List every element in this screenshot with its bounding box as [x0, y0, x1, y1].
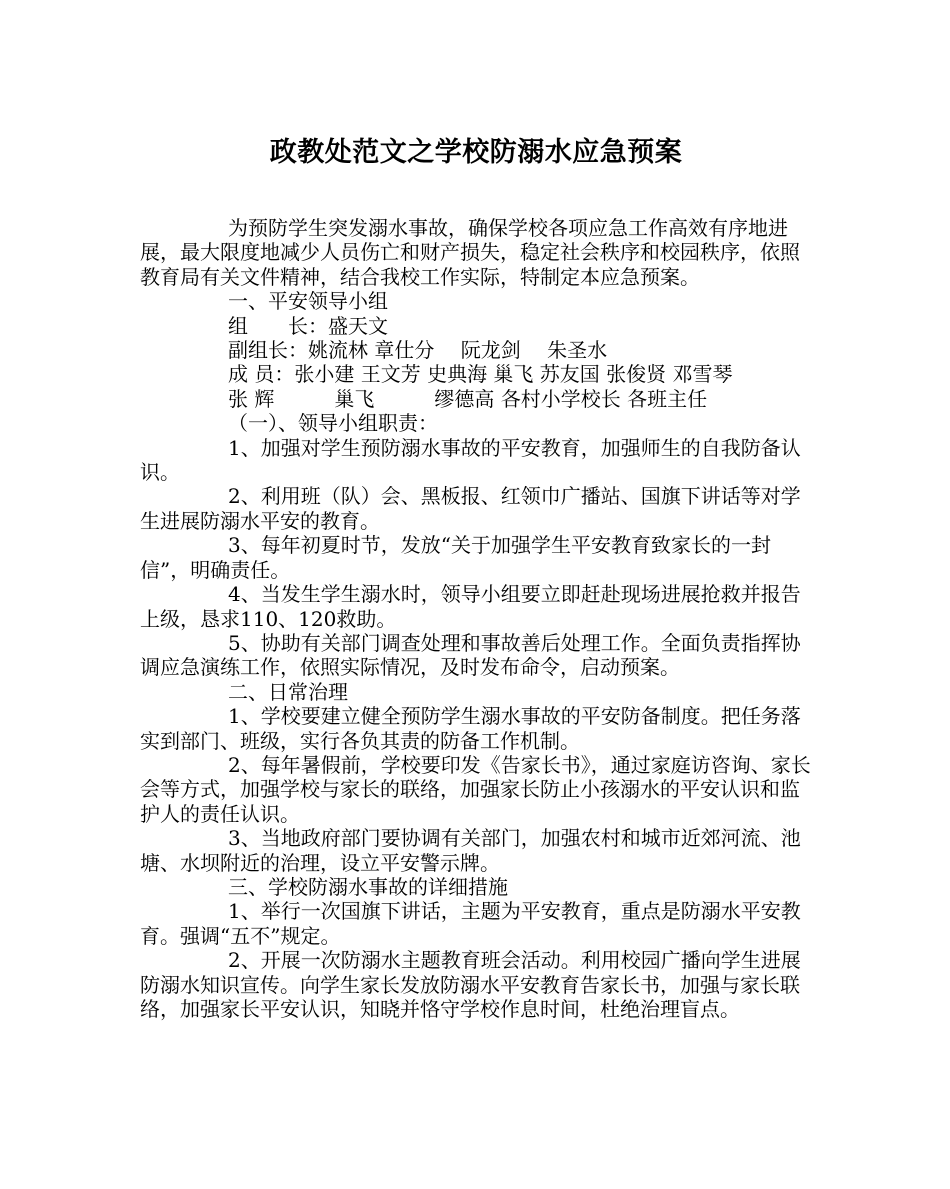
document-paragraph: 5、协助有关部门调查处理和事故善后处理工作。全面负责指挥协调应急演练工作，依照实际情况，及时发布命令，启动预案。 [140, 630, 801, 680]
document-line: 组 长：盛天文 [228, 313, 388, 338]
document-paragraph: 3、当地政府部门要协调有关部门，加强农村和城市近郊河流、池塘、水坝附近的治理，设立平安警示牌。 [140, 826, 801, 875]
document-line: 三、学校防溺水事故的详细措施 [228, 874, 508, 899]
document-page [140, 133, 812, 1021]
document-line: 二、日常治理 [228, 679, 348, 704]
document-paragraph: 1、举行一次国旗下讲话，主题为平安教育，重点是防溺水平安教育。强调“五不”规定。 [140, 899, 801, 948]
document-paragraph: 4、当发生学生溺水时，领导小组要立即赶赴现场进展抢救并报告上级，恳求110、120救助。 [140, 582, 801, 631]
document-paragraph: 2、利用班（队）会、黑板报、红领巾广播站、国旗下讲话等对学生进展防溺水平安的教育。 [140, 484, 801, 533]
document-line: 张 辉 巢飞 缪德高 各村小学校长 各班主任 [228, 386, 708, 411]
document-line: 副组长：姚流林 章仕分 阮龙剑 朱圣水 [228, 338, 608, 363]
document-paragraph: 3、每年初夏时节，发放“关于加强学生平安教育致家长的一封信”，明确责任。 [140, 533, 771, 582]
document-title: 政教处范文之学校防溺水应急预案 [269, 137, 683, 168]
document-paragraph: 2、每年暑假前，学校要印发《告家长书》，通过家庭访咨询、家长会等方式，加强学校与家长的联络，加强家长防止小孩溺水的平安认识和监护人的责任认识。 [140, 752, 811, 826]
document-paragraph: 1、加强对学生预防溺水事故的平安教育，加强师生的自我防备认识。 [140, 435, 801, 485]
document-line: 一、平安领导小组 [228, 289, 388, 314]
document-paragraph: 2、开展一次防溺水主题教育班会活动。利用校园广播向学生进展防溺水知识宣传。向学生家长发放防溺水平安教育告家长书，加强与家长联络，加强家长平安认识，知晓并恪守学校作息时间，杜绝治理盲点。 [140, 948, 801, 1021]
document-line: 成 员：张小建 王文芳 史典海 巢飞 苏友国 张俊贤 邓雪琴 [228, 362, 733, 387]
document-paragraph: 为预防学生突发溺水事故，确保学校各项应急工作高效有序地进展，最大限度地减少人员伤亡和财产损失，稳定社会秩序和校园秩序，依照教育局有关文件精神，结合我校工作实际，特制定本应急预案。 [140, 216, 800, 289]
document-line: （一）、领导小组职责： [228, 411, 438, 436]
document-body [140, 216, 812, 1021]
document-paragraph: 1、学校要建立健全预防学生溺水事故的平安防备制度。把任务落实到部门、班级，实行各负其责的防备工作机制。 [140, 704, 801, 753]
